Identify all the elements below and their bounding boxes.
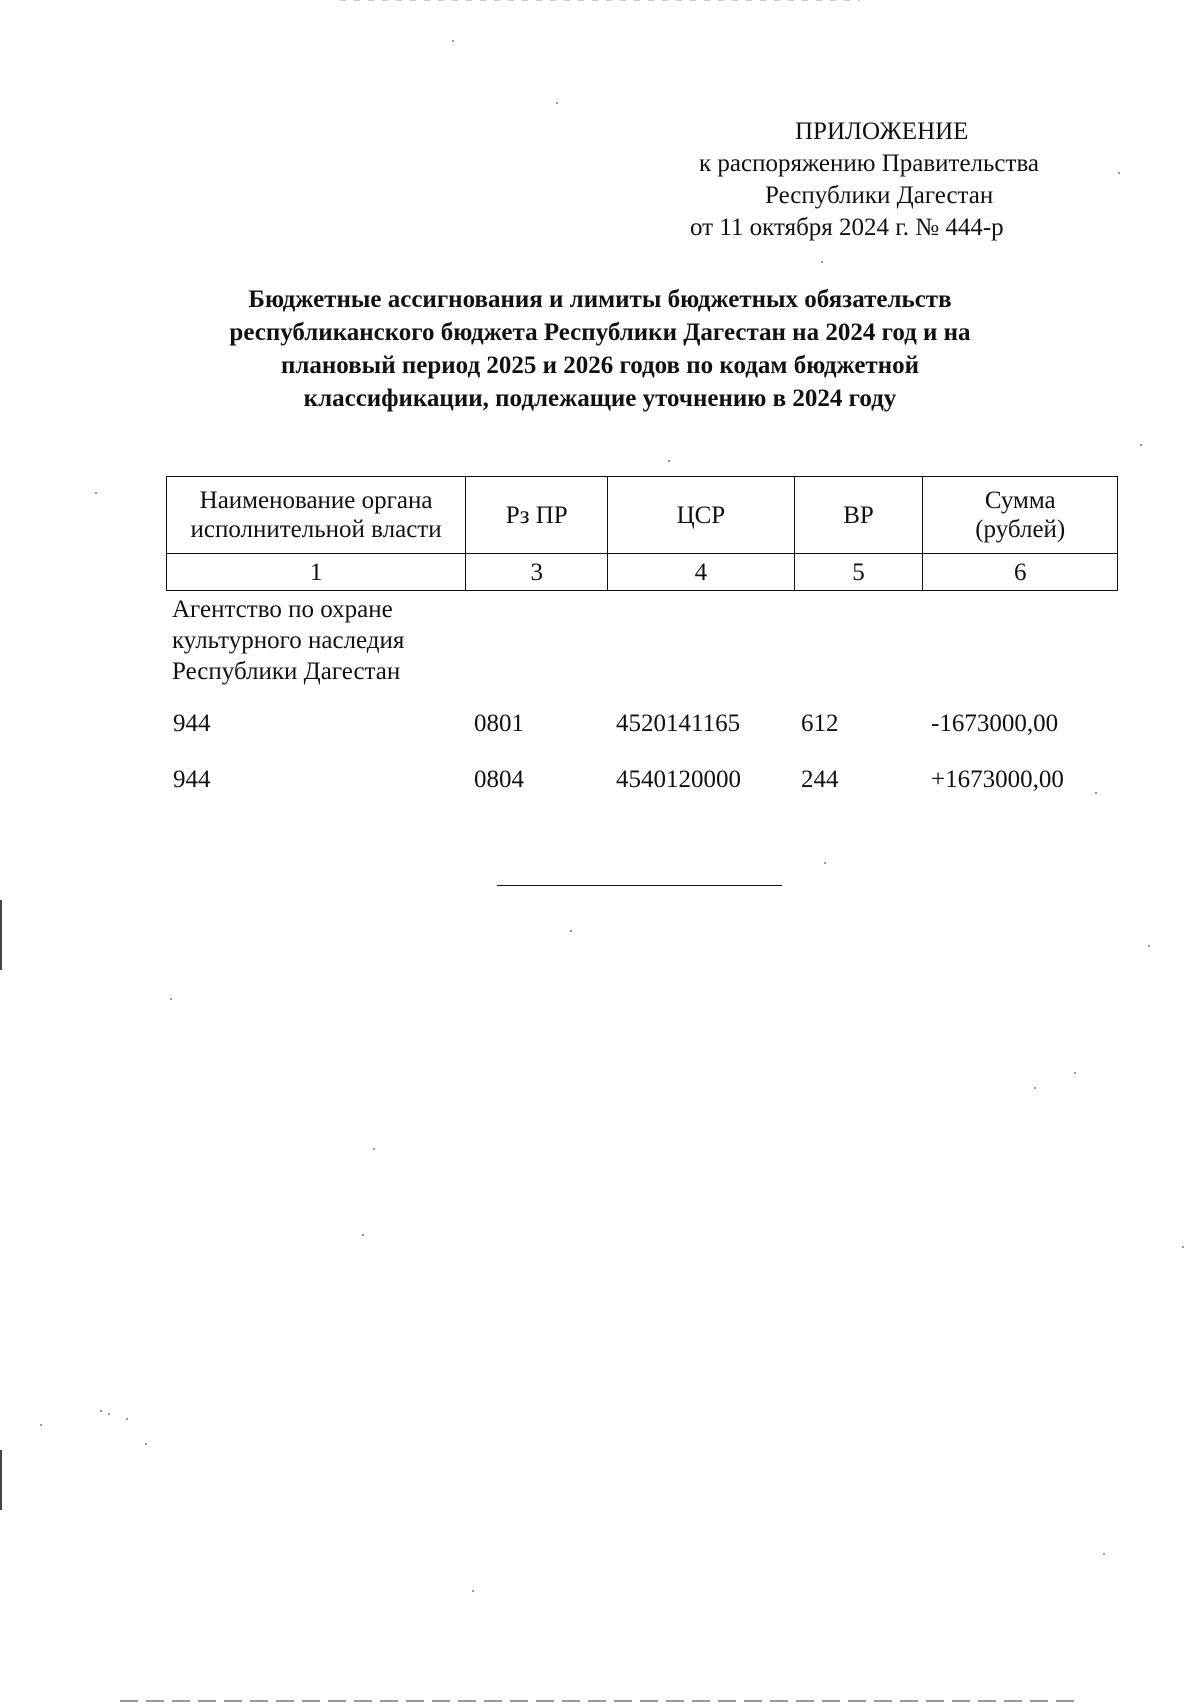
approval-republic: Республики Дагестан <box>765 182 994 209</box>
scan-speck <box>1140 444 1142 446</box>
header-organ-name <box>167 477 466 554</box>
scan-speck <box>145 1443 147 1445</box>
scan-artifact-left <box>0 900 2 970</box>
scan-speck <box>1074 1072 1076 1074</box>
row-vr: 244 <box>801 766 839 793</box>
scan-artifact-bottom <box>120 1700 1080 1702</box>
scan-speck <box>362 1234 364 1236</box>
scan-speck <box>170 998 172 1000</box>
row-rzpr: 0804 <box>474 766 524 793</box>
row-csr: 4520141165 <box>616 710 741 737</box>
scan-artifact-left-lower <box>0 1450 2 1510</box>
scan-speck <box>1118 172 1120 174</box>
row-code: 944 <box>173 710 211 737</box>
scan-speck <box>668 460 670 462</box>
scan-speck <box>108 1413 110 1415</box>
scan-speck <box>452 40 454 42</box>
scan-speck <box>472 1590 474 1592</box>
organization-name <box>172 594 492 687</box>
column-number: 5 <box>794 554 923 591</box>
title-line: республиканского бюджета Республики Дагестан на 2024 год и на <box>229 319 971 346</box>
row-sum: +1673000,00 <box>931 766 1064 793</box>
scan-speck <box>373 1148 375 1150</box>
scan-speck <box>821 261 823 263</box>
column-number: 4 <box>608 554 794 591</box>
header-sum-line: Сумма <box>984 487 1056 514</box>
scan-speck <box>1095 792 1097 794</box>
table-row <box>0 764 1200 796</box>
header-vr: ВР <box>794 477 923 554</box>
column-number: 6 <box>923 554 1118 591</box>
header-sum <box>923 477 1118 554</box>
header-rzpr: Рз ПР <box>466 477 608 554</box>
title-line: плановый период 2025 и 2026 годов по кодам бюджетной <box>280 352 920 379</box>
row-vr: 612 <box>801 710 839 737</box>
row-rzpr: 0801 <box>474 710 524 737</box>
header-csr: ЦСР <box>608 477 794 554</box>
scan-speck <box>556 102 558 104</box>
header-sum-line: (рублей) <box>975 516 1066 543</box>
column-number: 1 <box>167 554 466 591</box>
scan-artifact-top <box>340 0 860 1</box>
scan-speck <box>824 862 826 864</box>
document-title <box>170 283 1030 415</box>
scan-speck <box>1103 1553 1105 1555</box>
table-header-row <box>167 477 1118 554</box>
title-line: Бюджетные ассигнования и лимиты бюджетных обязательств <box>248 286 952 313</box>
title-line: классификации, подлежащие уточнению в 2024 году <box>303 385 897 412</box>
budget-table <box>166 476 1118 591</box>
scan-speck <box>95 492 97 494</box>
scan-speck <box>1148 945 1150 947</box>
column-number: 3 <box>466 554 608 591</box>
scan-speck <box>1182 1246 1184 1248</box>
approval-reference: к распоряжению Правительства <box>699 150 1040 177</box>
scan-speck <box>100 1410 102 1412</box>
row-sum: -1673000,00 <box>931 710 1059 737</box>
row-csr: 4540120000 <box>616 766 741 793</box>
organization-name-line: Агентство по охране <box>172 596 393 623</box>
scan-speck <box>1034 1087 1036 1089</box>
scan-speck <box>40 1424 42 1426</box>
scan-speck <box>570 930 572 932</box>
header-organ-name-line: Наименование органа <box>199 487 433 514</box>
organization-name-line: Республики Дагестан <box>172 658 401 685</box>
approval-block <box>640 116 1100 244</box>
scan-speck <box>126 1418 128 1420</box>
end-separator-line <box>497 885 782 886</box>
table-column-numbers-row <box>167 554 1118 591</box>
table-row <box>0 708 1200 740</box>
row-code: 944 <box>173 766 211 793</box>
approval-date: от 11 октября 2024 г. № 444-р <box>690 214 1004 241</box>
organization-name-line: культурного наследия <box>172 627 405 654</box>
approval-heading: ПРИЛОЖЕНИЕ <box>795 118 969 145</box>
header-organ-name-line: исполнительной власти <box>190 516 442 543</box>
